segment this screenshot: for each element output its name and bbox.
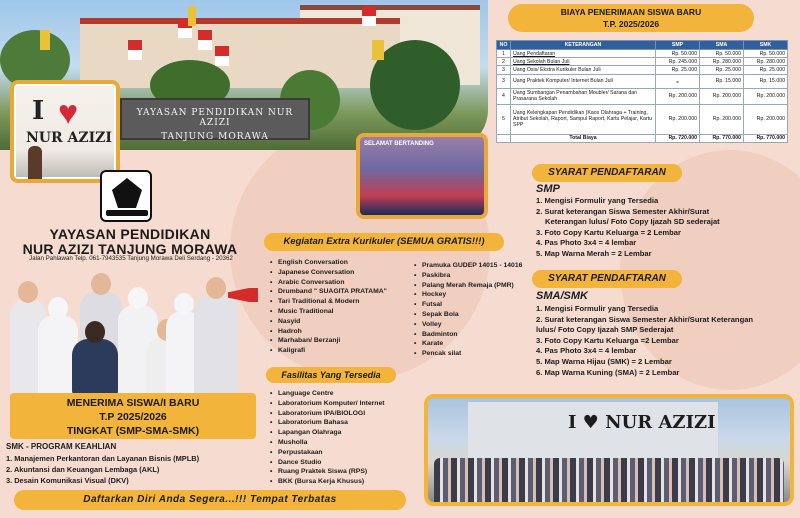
flag-icon — [40, 30, 50, 50]
eagle-icon — [112, 178, 142, 208]
list-item: 3. Desain Komunikasi Visual (DKV) — [6, 476, 129, 485]
list-item: 1. Mengisi Formulir yang Tersedia — [536, 304, 659, 313]
cell-smk: Rp. 50.000 — [744, 50, 788, 58]
admission-line1: MENERIMA SISWA/I BARU — [66, 397, 200, 409]
flag-icon — [372, 40, 384, 60]
cell-empty — [497, 134, 511, 142]
list-item: • Laboratorium IPA/BIOLOGI — [270, 409, 385, 419]
list-item: • Marhaban/ Berzanji — [270, 336, 387, 346]
list-item: 3. Foto Copy Kartu Keluarga = 2 Lembar — [536, 227, 681, 237]
syarat-smp-header: SYARAT PENDAFTARAN — [532, 164, 682, 182]
list-item: • Lapangan Olahraga — [270, 428, 385, 438]
foundation-subtitle: NUR AZIZI TANJUNG MORAWA — [22, 241, 238, 257]
list-item: • BKK (Bursa Kerja Khusus) — [270, 477, 385, 487]
list-item: • Japanese Conversation — [270, 268, 387, 278]
flag-icon — [188, 6, 196, 26]
syarat-smp-subtitle: SMP — [536, 183, 560, 195]
cell-keterangan: Uang Sekolah Bulan Juli — [511, 58, 656, 66]
list-item: • Laboratorium Bahasa — [270, 418, 385, 428]
cell-keterangan: Uang Pendaftaran — [511, 50, 656, 58]
logo-band — [106, 210, 148, 216]
cell-total-label: Total Biaya — [511, 134, 656, 142]
student-figure — [72, 339, 118, 395]
kegiatan-list-2 — [414, 261, 522, 359]
cell-smp: Rp. 200.000 — [656, 104, 700, 134]
list-item: 1. Manajemen Perkantoran dan Layanan Bisnis (MPLB) — [6, 454, 200, 463]
col-smk: SMK — [744, 41, 788, 50]
cell-no: 3 — [497, 74, 511, 88]
cell-total-smk: Rp. 770.000 — [744, 134, 788, 142]
person-figure — [28, 146, 42, 183]
list-item: • English Conversation — [270, 258, 387, 268]
biaya-table — [496, 40, 788, 143]
syarat-sma-list — [536, 304, 753, 378]
address-text: Jalan Pahlawan Telp. 061-7943535 Tanjung Morawa Deli Serdang - 20362 — [29, 255, 233, 262]
table-row — [497, 50, 788, 58]
cell-no: 3 — [497, 66, 511, 74]
table-row — [497, 58, 788, 66]
smk-program-title: SMK - PROGRAM KEAHLIAN — [6, 442, 117, 451]
cell-no: 2 — [497, 58, 511, 66]
cell-smk: Rp. 200.000 — [744, 104, 788, 134]
admission-line3: TINGKAT (SMP-SMA-SMK) — [66, 425, 200, 437]
kegiatan-list-1 — [270, 258, 387, 356]
list-item: • Pencak silat — [414, 349, 522, 359]
list-item: • Music Traditional — [270, 307, 387, 317]
cell-smp: Rp. 50.000 — [656, 50, 700, 58]
cell-total-smp: Rp. 720.000 — [656, 134, 700, 142]
frame-name-text: NUR AZIZI — [26, 130, 112, 146]
cell-no: 5 — [497, 104, 511, 134]
register-now-banner: Daftarkan Diri Anda Segera...!!! Tempat Terbatas — [14, 490, 406, 510]
list-item: • Musholla — [270, 438, 385, 448]
table-row — [497, 66, 788, 74]
syarat-sma-header: SYARAT PENDAFTARAN — [532, 270, 682, 288]
cell-sma: Rp. 15.000 — [700, 74, 744, 88]
admission-line2: T.P 2025/2026 — [99, 411, 167, 423]
list-item: • Tari Traditional & Modern — [270, 297, 387, 307]
list-item: 1. Mengisi Formulir yang Tersedia — [536, 196, 659, 205]
cell-sma: Rp. 200.000 — [700, 88, 744, 104]
syarat-sma-subtitle: SMA/SMK — [536, 290, 588, 302]
i-love-photo — [10, 80, 120, 183]
fasilitas-header: Fasilitas Yang Tersedia — [266, 367, 396, 383]
list-item: • Paskibra — [414, 271, 522, 281]
list-item: • Dance Studio — [270, 458, 385, 468]
list-item: • Karate — [414, 339, 522, 349]
frame-i-text: I — [32, 96, 45, 126]
group-crowd — [434, 458, 784, 502]
cell-smp: - — [656, 74, 700, 88]
flag-icon — [128, 40, 142, 60]
school-sign — [120, 98, 310, 140]
cell-sma: Rp. 25.000 — [700, 66, 744, 74]
list-item: • Perpustakaan — [270, 448, 385, 458]
cell-smp: Rp. 200.000 — [656, 88, 700, 104]
list-item: • Hockey — [414, 290, 522, 300]
event-photo — [356, 133, 488, 219]
list-item: lulus/ Foto Copy Ijazah SMP Sederajat — [536, 325, 674, 335]
fasilitas-list — [270, 389, 385, 487]
col-keterangan: KETERANGAN — [511, 41, 656, 50]
student-figure — [194, 295, 238, 395]
wall-text: I ♥ NUR AZIZI — [568, 412, 716, 433]
list-item: 6. Map Warna Kuning (SMA) = 2 Lembar — [536, 367, 680, 377]
table-row — [497, 104, 788, 134]
list-item: 5. Map Warna Merah = 2 Lembar — [536, 248, 652, 258]
cell-no: 4 — [497, 88, 511, 104]
col-smp: SMP — [656, 41, 700, 50]
list-item: Keterangan lulus/ Foto Copy Ijazah SD sederajat — [545, 217, 720, 227]
list-item: • Kaligrafi — [270, 346, 387, 356]
table-row — [497, 74, 788, 88]
list-item: 4. Pas Photo 3x4 = 4 lembar — [536, 238, 637, 248]
list-item: 2. Akuntansi dan Keuangan Lembaga (AKL) — [6, 465, 160, 474]
table-header-row — [497, 41, 788, 50]
cell-sma: Rp. 200.000 — [700, 104, 744, 134]
cell-keterangan: Uang Osis/ Ekstra Kurikuler Bulan Juli — [511, 66, 656, 74]
admission-banner — [10, 393, 256, 439]
school-logo — [100, 170, 152, 222]
cell-keterangan: Uang Kelengkapan Pendidikan (Kaos Olahraga + Training, Atribut Sekolah, Raport, Sampul Raport, Kartu Pelajar, Kartu SPP — [511, 104, 656, 134]
list-item: • Ruang Praktek Siswa (RPS) — [270, 467, 385, 477]
flag-icon — [362, 6, 376, 26]
list-item: 4. Pas Photo 3x4 = 4 lembar — [536, 346, 637, 356]
cell-keterangan: Uang Sumbangan Penambahan Moubler/ Sarana dan Prasarana Sekolah — [511, 88, 656, 104]
list-item: • Hadroh — [270, 327, 387, 337]
group-photo — [424, 394, 794, 506]
col-sma: SMA — [700, 41, 744, 50]
flag-icon — [215, 46, 229, 66]
list-item: 3. Foto Copy Kartu Keluarga =2 Lembar — [536, 335, 679, 345]
table-total-row — [497, 134, 788, 142]
list-item: • Pramuka GUDEP 14015 - 14016 — [414, 261, 522, 271]
biaya-header — [508, 4, 754, 32]
list-item: • Laboratorium Komputer/ Internet — [270, 399, 385, 409]
biaya-year: T.P. 2025/2026 — [602, 19, 660, 29]
list-item: • Volley — [414, 320, 522, 330]
sign-line2: TANJUNG MORAWA — [161, 132, 269, 142]
list-item: • Drumband " SUAGITA PRATAMA" — [270, 287, 387, 297]
list-item: • Badminton — [414, 330, 522, 340]
list-item: • Palang Merah Remaja (PMR) — [414, 281, 522, 291]
list-item: • Sepak Bola — [414, 310, 522, 320]
list-item: • Arabic Conversation — [270, 278, 387, 288]
cell-smp: Rp. 245.000 — [656, 58, 700, 66]
event-banner-text: SELAMAT BERTANDING — [364, 141, 434, 147]
cell-smk: Rp. 200.000 — [744, 88, 788, 104]
cell-no: 1 — [497, 50, 511, 58]
syarat-smp-list — [536, 196, 720, 260]
list-item: 2. Surat keterangan Siswa Semester Akhir/Surat — [536, 206, 710, 216]
cell-smp: Rp. 25.000 — [656, 66, 700, 74]
cell-smk: Rp. 25.000 — [744, 66, 788, 74]
cell-smk: Rp. 15.000 — [744, 74, 788, 88]
cell-sma: Rp. 280.000 — [700, 58, 744, 66]
flag-icon — [198, 30, 212, 50]
cell-sma: Rp. 50.000 — [700, 50, 744, 58]
list-item: • Futsal — [414, 300, 522, 310]
col-no: NO — [497, 41, 511, 50]
cell-smk: Rp. 280.000 — [744, 58, 788, 66]
sign-line1: YAYASAN PENDIDIKAN NUR AZIZI — [136, 108, 294, 128]
students-photo — [6, 265, 256, 395]
cell-total-sma: Rp. 770.000 — [700, 134, 744, 142]
smk-program-list — [6, 453, 199, 486]
list-item: 5. Map Warna Hijau (SMK) = 2 Lembar — [536, 356, 672, 366]
list-item: 2. Surat keterangan Siswa Semester Akhir/Surat Keterangan — [536, 314, 754, 324]
foundation-title: YAYASAN PENDIDIKAN — [49, 226, 211, 242]
list-item: • Nasyid — [270, 317, 387, 327]
biaya-title: BIAYA PENERIMAAN SISWA BARU — [560, 7, 702, 17]
list-item: • Language Centre — [270, 389, 385, 399]
table-row — [497, 88, 788, 104]
cell-keterangan: Uang Praktek Komputer/ Internet Bulan Juli — [511, 74, 656, 88]
kegiatan-header: Kegiatan Extra Kurikuler (SEMUA GRATIS!!!) — [264, 233, 504, 251]
heart-icon: ♥ — [58, 94, 79, 132]
